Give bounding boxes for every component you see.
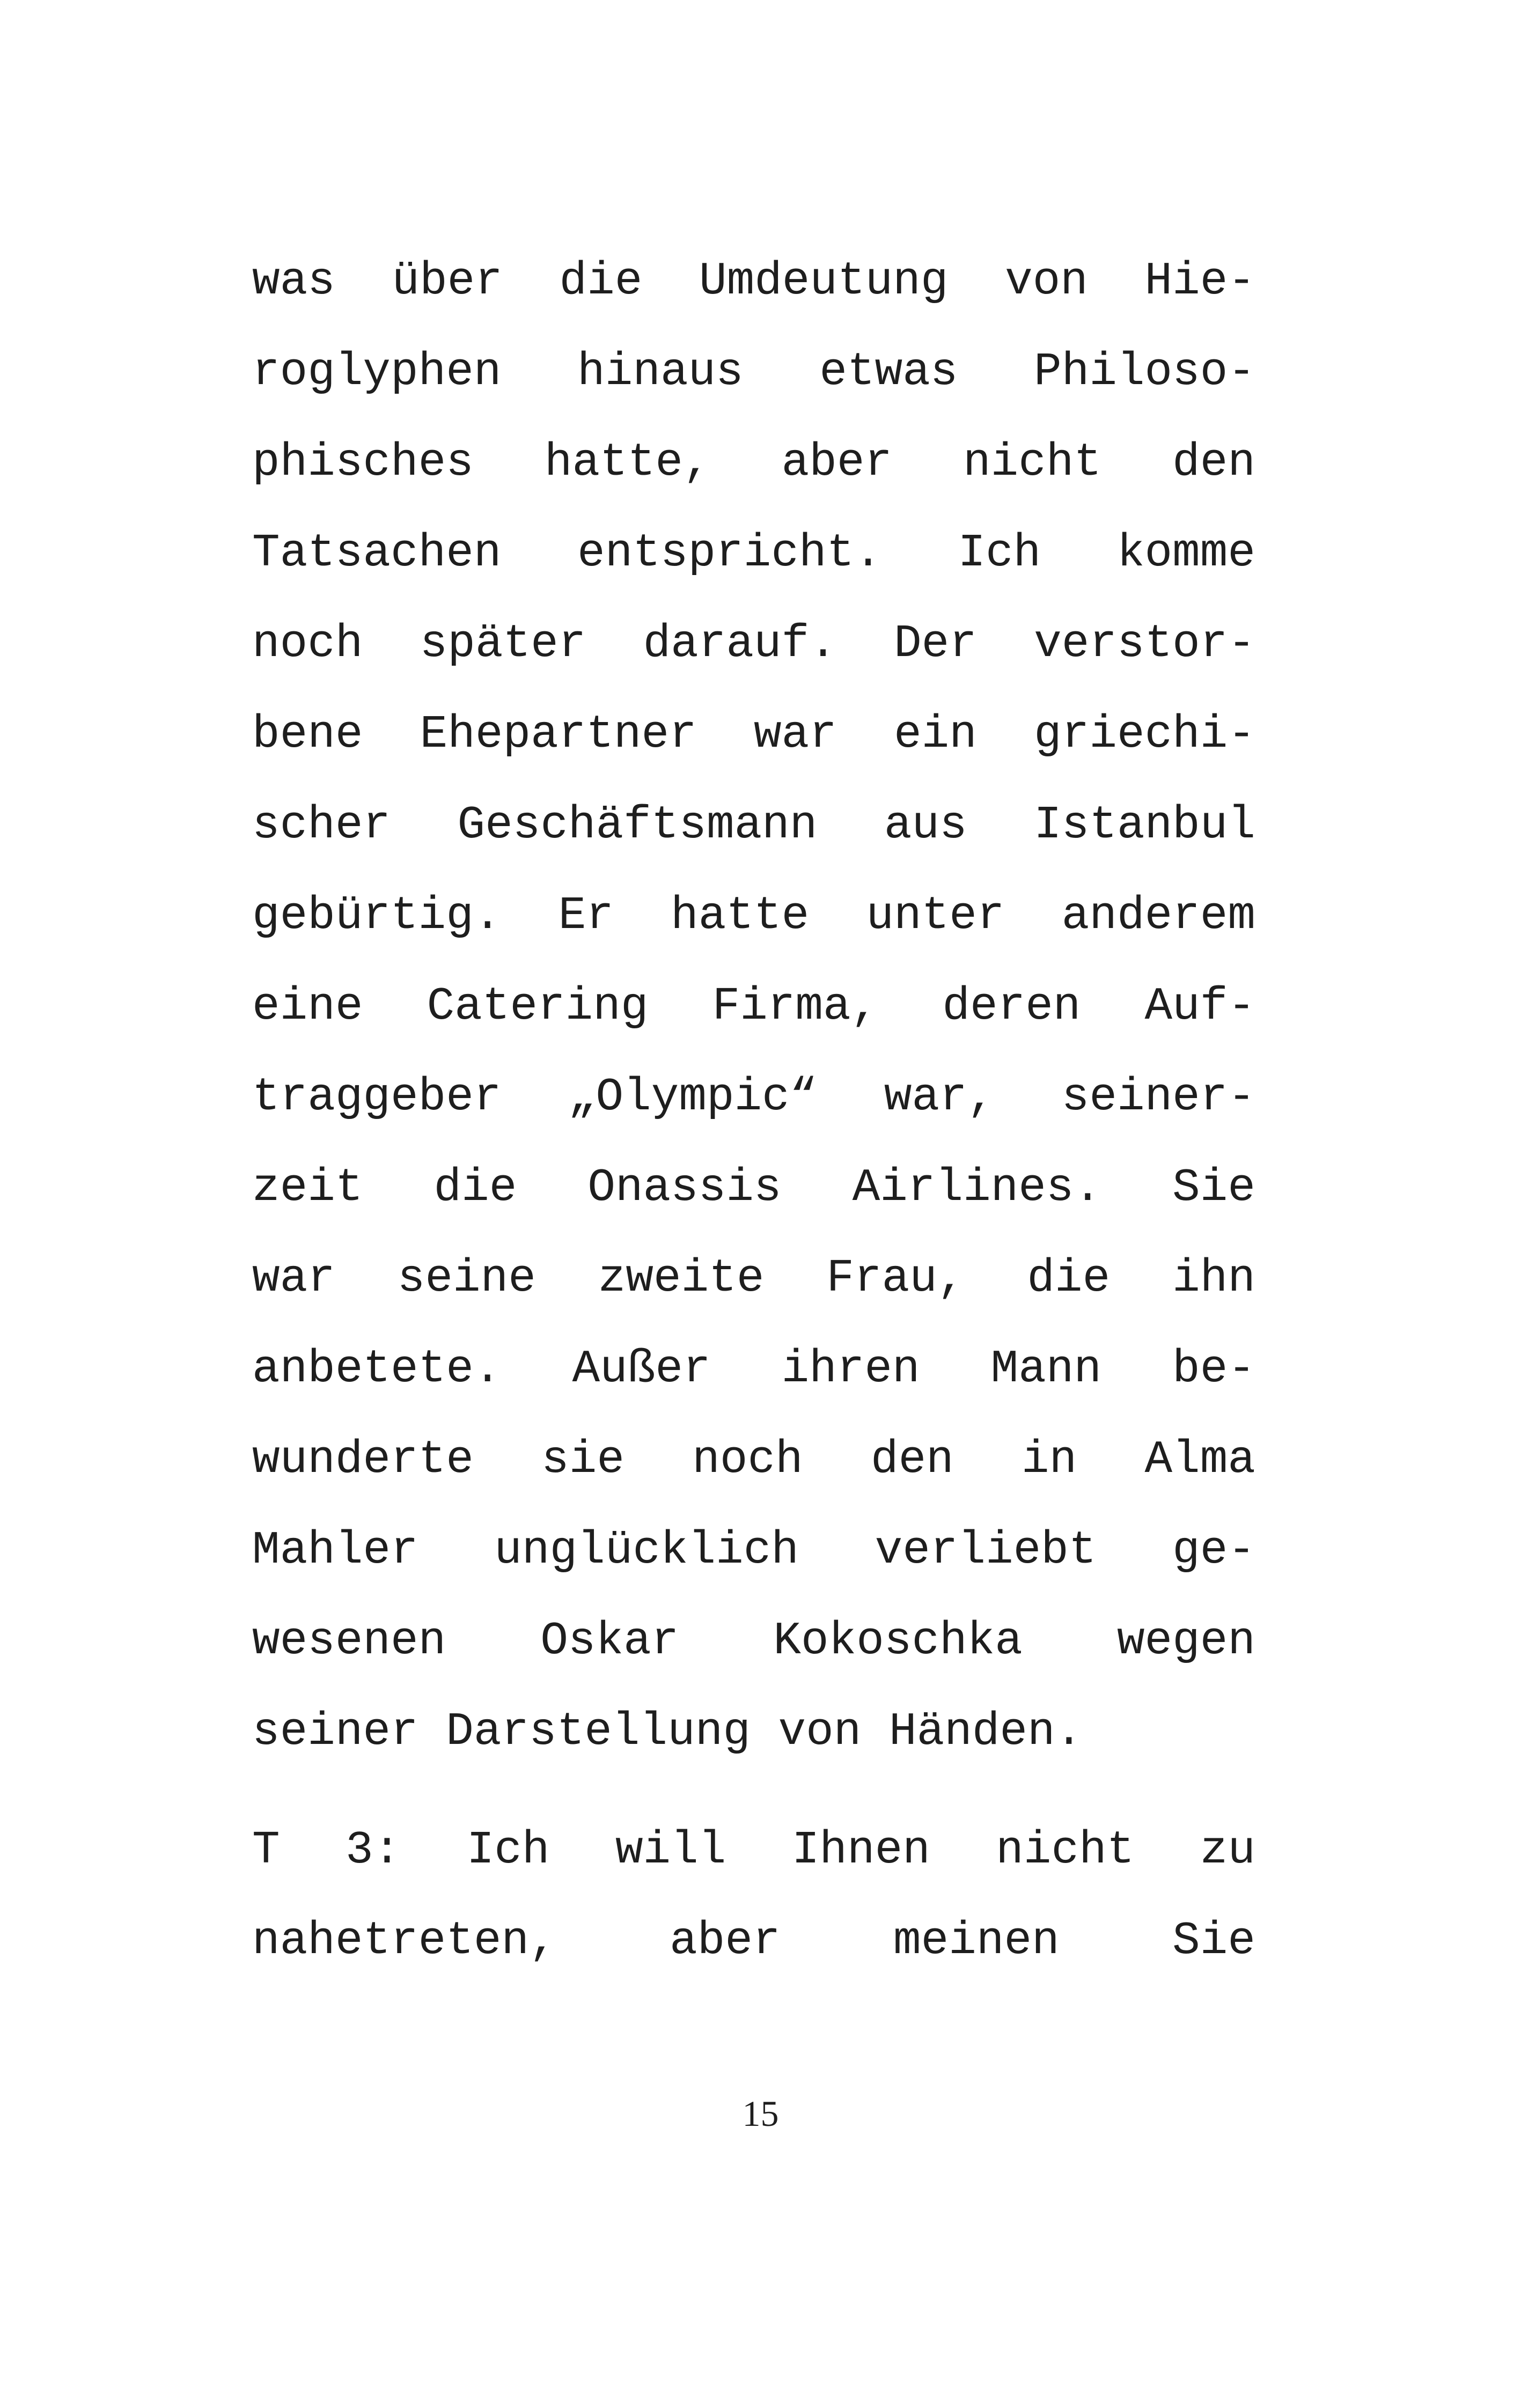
text-line: gebürtig. Er hatte unter anderem xyxy=(252,889,1255,942)
text-line: was über die Umdeutung von Hie- xyxy=(252,255,1255,307)
text-line: zeit die Onassis Airlines. Sie xyxy=(252,1161,1255,1214)
text-line: Mahler unglücklich verliebt ge- xyxy=(252,1524,1255,1577)
text-line: T 3: Ich will Ihnen nicht zu xyxy=(252,1824,1255,1876)
text-line: scher Geschäftsmann aus Istanbul xyxy=(252,799,1255,851)
text-line: bene Ehepartner war ein griechi- xyxy=(252,708,1255,761)
text-line: anbetete. Außer ihren Mann be- xyxy=(252,1343,1255,1395)
text-line: nahetreten, aber meinen Sie xyxy=(252,1914,1255,1967)
text-line: noch später darauf. Der verstor- xyxy=(252,617,1255,670)
paragraph-narrative xyxy=(252,236,1255,1777)
text-line: eine Catering Firma, deren Auf- xyxy=(252,980,1255,1033)
text-line: wunderte sie noch den in Alma xyxy=(252,1433,1255,1486)
text-line: roglyphen hinaus etwas Philoso- xyxy=(252,345,1255,398)
page-number: 15 xyxy=(742,2093,779,2134)
text-line: Tatsachen entspricht. Ich komme xyxy=(252,527,1255,579)
text-line: wesenen Oskar Kokoschka wegen xyxy=(252,1615,1255,1667)
text-line: traggeber „Olympic“ war, seiner- xyxy=(252,1071,1255,1123)
text-line: seiner Darstellung von Händen. xyxy=(252,1705,1083,1758)
text-line: phisches hatte, aber nicht den xyxy=(252,436,1255,489)
paragraph-dialogue xyxy=(252,1805,1255,1986)
text-line: war seine zweite Frau, die ihn xyxy=(252,1252,1255,1305)
